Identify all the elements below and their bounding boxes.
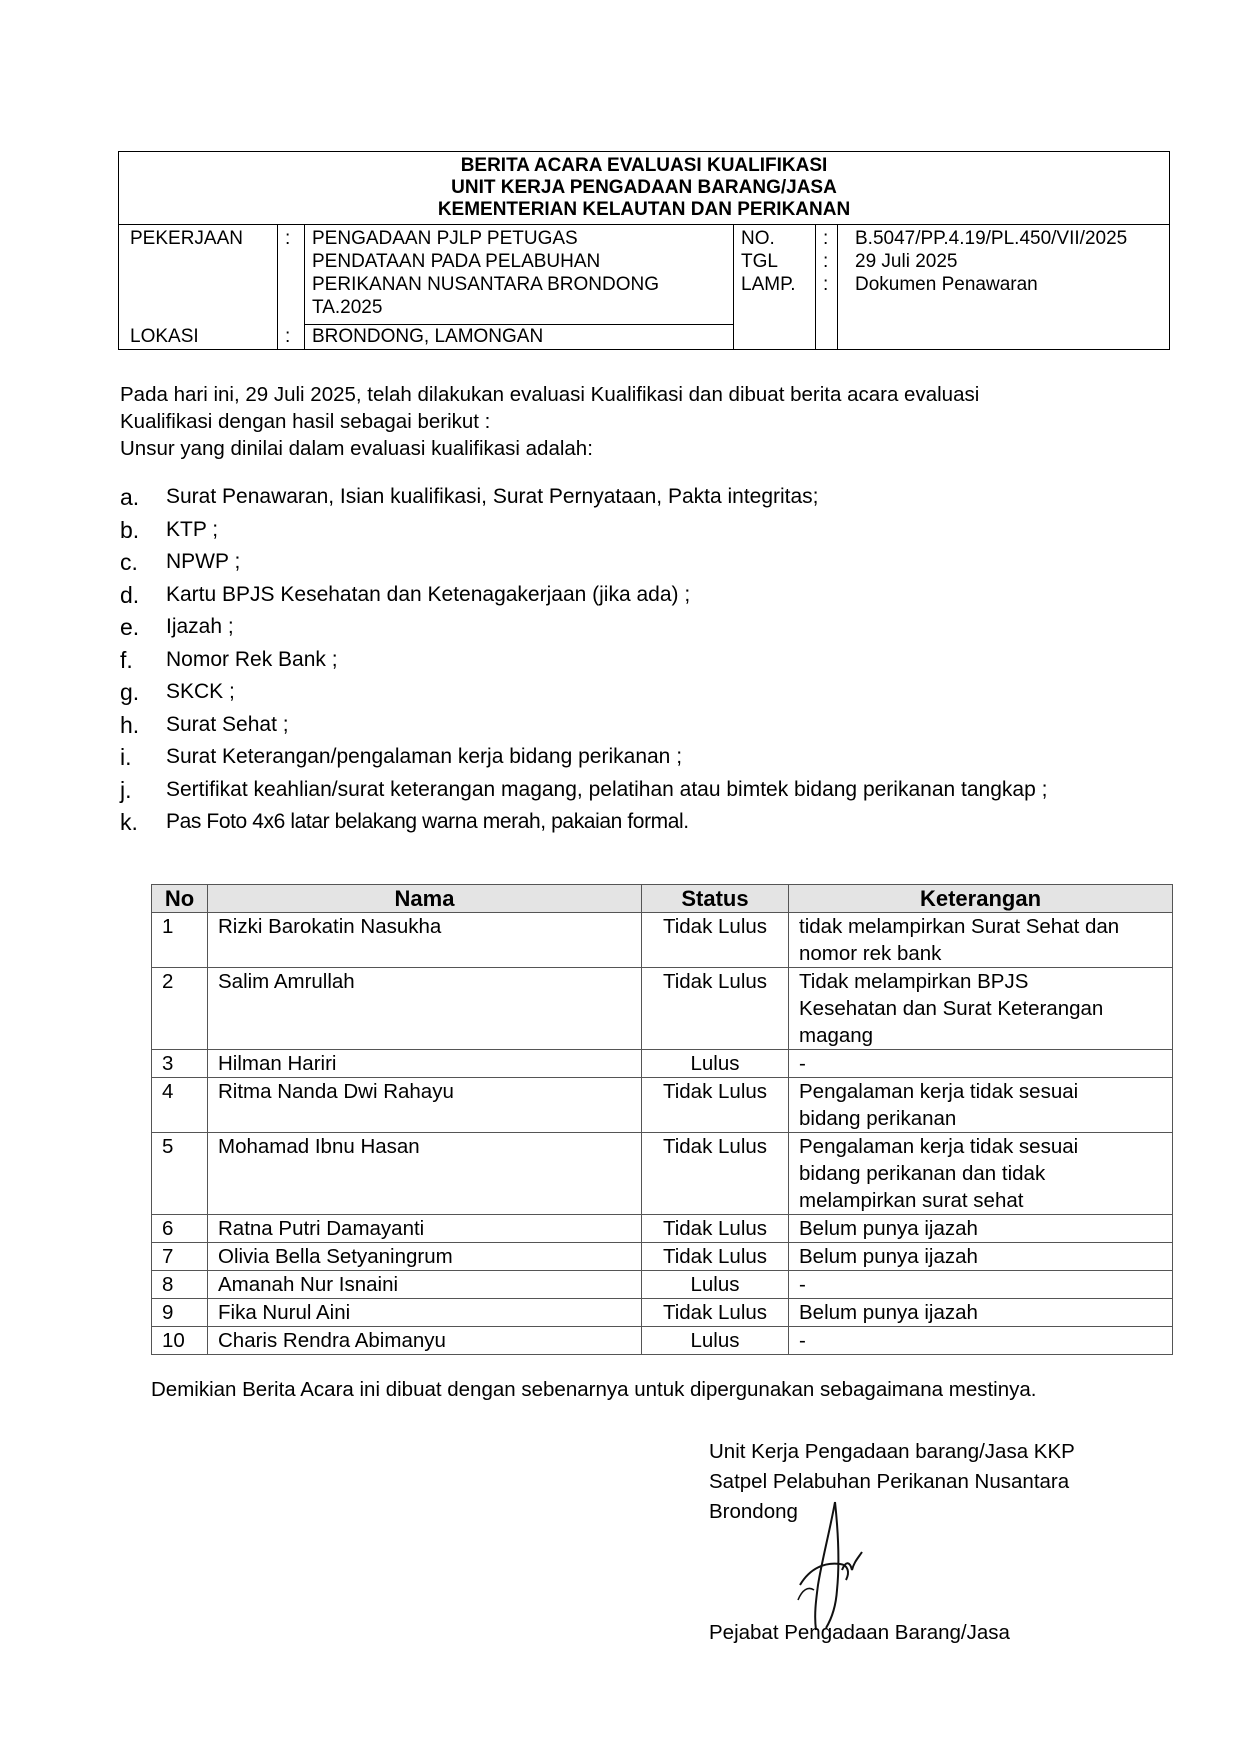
intro-line-2: Kualifikasi dengan hasil sebagai berikut : <box>120 410 491 433</box>
list-text: Kartu BPJS Kesehatan dan Ketenagakerjaan (jika ada) ; <box>166 582 691 606</box>
cell-status: Tidak Lulus <box>642 968 789 1050</box>
meta-colon: : <box>823 251 829 272</box>
list-text: Surat Keterangan/pengalaman kerja bidang perikanan ; <box>166 745 683 768</box>
cell-no: 8 <box>152 1271 208 1299</box>
table-header-row <box>152 885 1173 913</box>
col-header-status: Status <box>642 885 789 913</box>
cell-no: 4 <box>152 1078 208 1133</box>
cell-status: Tidak Lulus <box>642 913 789 968</box>
pekerjaan-value-line: PERIKANAN NUSANTARA BRONDONG <box>312 274 659 295</box>
cell-keterangan <box>789 1299 1173 1327</box>
keterangan-line: Tidak melampirkan BPJS <box>799 970 1029 993</box>
cell-status: Tidak Lulus <box>642 1133 789 1215</box>
keterangan-line: Pengalaman kerja tidak sesuai <box>799 1135 1079 1158</box>
list-text: Sertifikat keahlian/surat keterangan magang, pelatihan atau bimtek bidang perikanan tangkap ; <box>166 777 1048 801</box>
list-letter: b. <box>120 516 140 543</box>
list-text: SKCK ; <box>166 680 235 703</box>
table-row <box>152 1243 1173 1271</box>
cell-nama: Olivia Bella Setyaningrum <box>208 1243 642 1271</box>
col-header-nama: Nama <box>208 885 642 913</box>
list-letter: d. <box>120 581 140 608</box>
table-row <box>152 1327 1173 1355</box>
keterangan-line: - <box>799 1329 806 1352</box>
keterangan-line: Belum punya ijazah <box>799 1245 978 1268</box>
keterangan-line: - <box>799 1052 806 1075</box>
list-letter: k. <box>120 809 138 835</box>
cell-keterangan <box>789 913 1173 968</box>
keterangan-line: magang <box>799 1024 874 1047</box>
keterangan-line: - <box>799 1273 806 1296</box>
cell-no: 6 <box>152 1215 208 1243</box>
signature-block <box>709 1437 1075 1527</box>
meta-colons <box>823 227 828 296</box>
meta-colon: : <box>823 274 829 295</box>
divider <box>837 225 838 349</box>
list-text: Nomor Rek Bank ; <box>166 647 338 671</box>
list-letter: c. <box>120 549 138 575</box>
col-header-no: No <box>152 885 208 913</box>
pekerjaan-value-line: PENGADAAN PJLP PETUGAS <box>312 228 578 249</box>
lokasi-colon: : <box>285 326 291 347</box>
table-row <box>152 1271 1173 1299</box>
meta-label-tgl: TGL <box>741 251 778 272</box>
title-line-3: KEMENTERIAN KELAUTAN DAN PERIKANAN <box>437 199 851 220</box>
list-text: Surat Sehat ; <box>166 712 289 736</box>
keterangan-line: nomor rek bank <box>799 942 942 965</box>
cell-nama: Rizki Barokatin Nasukha <box>208 913 642 968</box>
cell-nama: Ratna Putri Damayanti <box>208 1215 642 1243</box>
list-text: Surat Penawaran, Isian kualifikasi, Surat Pernyataan, Pakta integritas; <box>166 485 819 508</box>
signature-title: Pejabat Pengadaan Barang/Jasa <box>709 1621 1010 1644</box>
list-text: Ijazah ; <box>166 615 234 638</box>
cell-nama: Fika Nurul Aini <box>208 1299 642 1327</box>
cell-keterangan <box>789 1133 1173 1215</box>
list-text: NPWP ; <box>166 550 241 573</box>
document-attachment: Dokumen Penawaran <box>855 274 1038 295</box>
divider <box>304 225 305 349</box>
keterangan-line: melampirkan surat sehat <box>799 1189 1024 1212</box>
results-table <box>151 884 1173 1355</box>
cell-status: Tidak Lulus <box>642 1078 789 1133</box>
table-row <box>152 1215 1173 1243</box>
cell-status: Lulus <box>642 1327 789 1355</box>
divider <box>815 225 816 349</box>
list-letter: h. <box>120 711 140 738</box>
divider <box>277 225 278 349</box>
document-title <box>119 152 1169 225</box>
cell-no: 5 <box>152 1133 208 1215</box>
document-number: B.5047/PP.4.19/PL.450/VII/2025 <box>855 228 1128 249</box>
signature-unit-line: Satpel Pelabuhan Perikanan Nusantara <box>709 1470 1070 1493</box>
document-date: 29 Juli 2025 <box>855 251 958 272</box>
cell-no: 1 <box>152 913 208 968</box>
cell-no: 10 <box>152 1327 208 1355</box>
meta-values <box>855 227 1127 296</box>
cell-keterangan <box>789 1050 1173 1078</box>
list-letter: e. <box>120 614 140 640</box>
col-header-keterangan: Keterangan <box>789 885 1173 913</box>
cell-status: Lulus <box>642 1271 789 1299</box>
pekerjaan-colon: : <box>285 228 291 249</box>
lokasi-label: LOKASI <box>130 326 199 347</box>
keterangan-line: Belum punya ijazah <box>799 1217 978 1240</box>
table-row <box>152 968 1173 1050</box>
list-letter: a. <box>120 484 140 510</box>
meta-colon: : <box>823 228 829 249</box>
keterangan-line: Belum punya ijazah <box>799 1301 978 1324</box>
list-text: Pas Foto 4x6 latar belakang warna merah, pakaian formal. <box>166 810 689 833</box>
intro-paragraph <box>120 381 979 462</box>
cell-keterangan <box>789 1271 1173 1299</box>
list-letter: i. <box>120 744 132 770</box>
signature-unit-line: Brondong <box>709 1500 798 1523</box>
cell-keterangan <box>789 1327 1173 1355</box>
pekerjaan-label: PEKERJAAN <box>130 228 243 249</box>
table-row <box>152 1299 1173 1327</box>
cell-nama: Amanah Nur Isnaini <box>208 1271 642 1299</box>
cell-nama: Ritma Nanda Dwi Rahayu <box>208 1078 642 1133</box>
cell-nama: Charis Rendra Abimanyu <box>208 1327 642 1355</box>
handwritten-signature <box>780 1490 890 1640</box>
lokasi-value: BRONDONG, LAMONGAN <box>312 326 544 347</box>
signature-unit-line: Unit Kerja Pengadaan barang/Jasa KKP <box>709 1440 1075 1463</box>
header-table <box>118 151 1170 350</box>
table-row <box>152 1078 1173 1133</box>
cell-status: Tidak Lulus <box>642 1243 789 1271</box>
divider <box>733 225 734 349</box>
cell-nama: Hilman Hariri <box>208 1050 642 1078</box>
cell-status: Tidak Lulus <box>642 1299 789 1327</box>
cell-keterangan <box>789 1243 1173 1271</box>
keterangan-line: Kesehatan dan Surat Keterangan <box>799 997 1104 1020</box>
cell-keterangan <box>789 1215 1173 1243</box>
cell-nama: Salim Amrullah <box>208 968 642 1050</box>
intro-line-3: Unsur yang dinilai dalam evaluasi kualifikasi adalah: <box>120 437 593 460</box>
meta-label-no: NO. <box>741 228 775 249</box>
cell-keterangan <box>789 968 1173 1050</box>
keterangan-line: Pengalaman kerja tidak sesuai <box>799 1080 1079 1103</box>
pekerjaan-value <box>312 227 659 319</box>
cell-no: 2 <box>152 968 208 1050</box>
cell-keterangan <box>789 1078 1173 1133</box>
cell-status: Lulus <box>642 1050 789 1078</box>
cell-no: 3 <box>152 1050 208 1078</box>
keterangan-line: tidak melampirkan Surat Sehat dan <box>799 915 1120 938</box>
list-letter: j. <box>120 776 132 803</box>
pekerjaan-value-line: TA.2025 <box>312 297 383 318</box>
intro-line-1: Pada hari ini, 29 Juli 2025, telah dilakukan evaluasi Kualifikasi dan dibuat berita acara evaluasi <box>120 383 980 406</box>
table-row <box>152 1050 1173 1078</box>
results-body <box>152 913 1173 1355</box>
table-row <box>152 913 1173 968</box>
keterangan-line: bidang perikanan dan tidak <box>799 1162 1046 1185</box>
title-line-1: BERITA ACARA EVALUASI KUALIFIKASI <box>460 155 828 176</box>
meta-labels <box>741 227 796 296</box>
closing-statement: Demikian Berita Acara ini dibuat dengan sebenarnya untuk dipergunakan sebagaimana mestinya. <box>151 1378 1037 1401</box>
list-letter: g. <box>120 679 140 705</box>
cell-no: 9 <box>152 1299 208 1327</box>
meta-label-lamp: LAMP. <box>741 274 796 295</box>
list-letter: f. <box>120 646 133 673</box>
table-row <box>152 1133 1173 1215</box>
cell-no: 7 <box>152 1243 208 1271</box>
pekerjaan-value-line: PENDATAAN PADA PELABUHAN <box>312 251 601 272</box>
keterangan-line: bidang perikanan <box>799 1107 957 1130</box>
cell-nama: Mohamad Ibnu Hasan <box>208 1133 642 1215</box>
list-text: KTP ; <box>166 517 219 541</box>
title-line-2: UNIT KERJA PENGADAAN BARANG/JASA <box>451 177 837 198</box>
cell-status: Tidak Lulus <box>642 1215 789 1243</box>
